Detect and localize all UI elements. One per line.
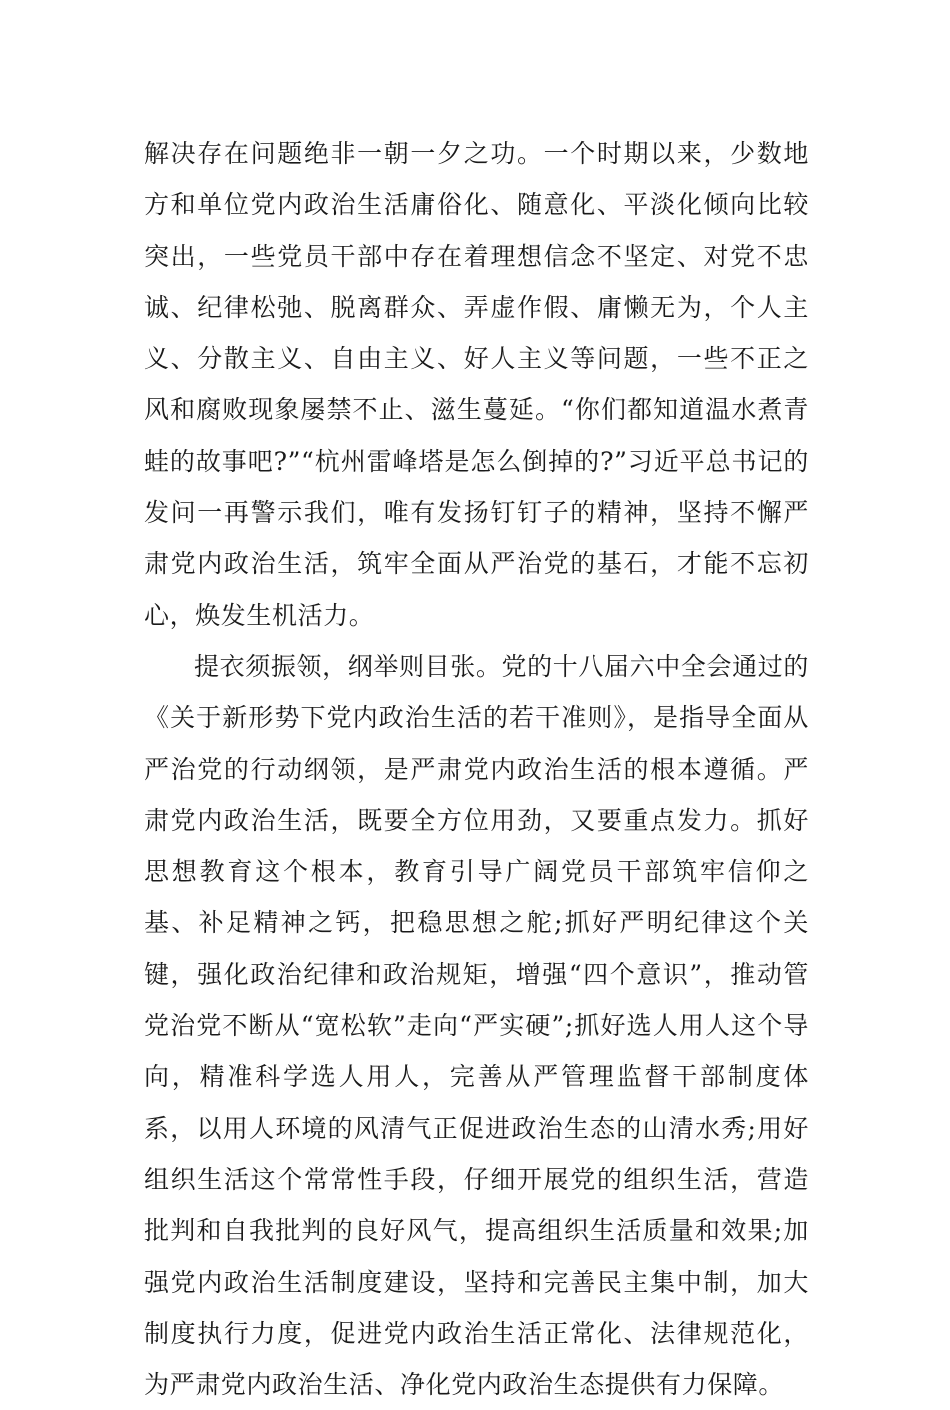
paragraph-continued: 解决存在问题绝非一朝一夕之功。一个时期以来，少数地方和单位党内政治生活庸俗化、随意化、平淡化倾向比较突出，一些党员干部中存在着理想信念不坚定、对党不忠诚、纪律松弛、脱离群众、弄虚作假、庸懒无为，个人主义、分散主义、自由主义、好人主义等问题，一些不正之风和腐败现象屡禁不止、滋生蔓延。“你们都知道温水煮青蛙的故事吧?”“杭州雷峰塔是怎么倒掉的?”习近平总书记的发问一再警示我们，唯有发扬钉钉子的精神，坚持不懈严肃党内政治生活，筑牢全面从严治党的基石，才能不忘初心，焕发生机活力。: [144, 139, 809, 630]
paragraph: 提衣须振领，纲举则目张。党的十八届六中全会通过的《关于新形势下党内政治生活的若干准则》，是指导全面从严治党的行动纲领，是严肃党内政治生活的根本遵循。严肃党内政治生活，既要全方位用劲，又要重点发力。抓好思想教育这个根本，教育引导广阔党员干部筑牢信仰之基、补足精神之钙，把稳思想之舵;抓好严明纪律这个关键，强化政治纪律和政治规矩，增强“四个意识”，推动管党治党不断从“宽松软”走向“严实硬”;抓好选人用人这个导向，精准科学选人用人，完善从严管理监督干部制度体系，以用人环境的风清气正促进政治生态的山清水秀;用好组织生活这个常常性手段，仔细开展党的组织生活，营造批判和自我批判的良好风气，提高组织生活质量和效果;加强党内政治生活制度建设，坚持和完善民主集中制，加大制度执行力度，促进党内政治生活正常化、法律规范化，为严肃党内政治生活、净化党内政治生态提供有力保障。: [144, 651, 809, 1400]
document-body: [144, 128, 809, 1410]
